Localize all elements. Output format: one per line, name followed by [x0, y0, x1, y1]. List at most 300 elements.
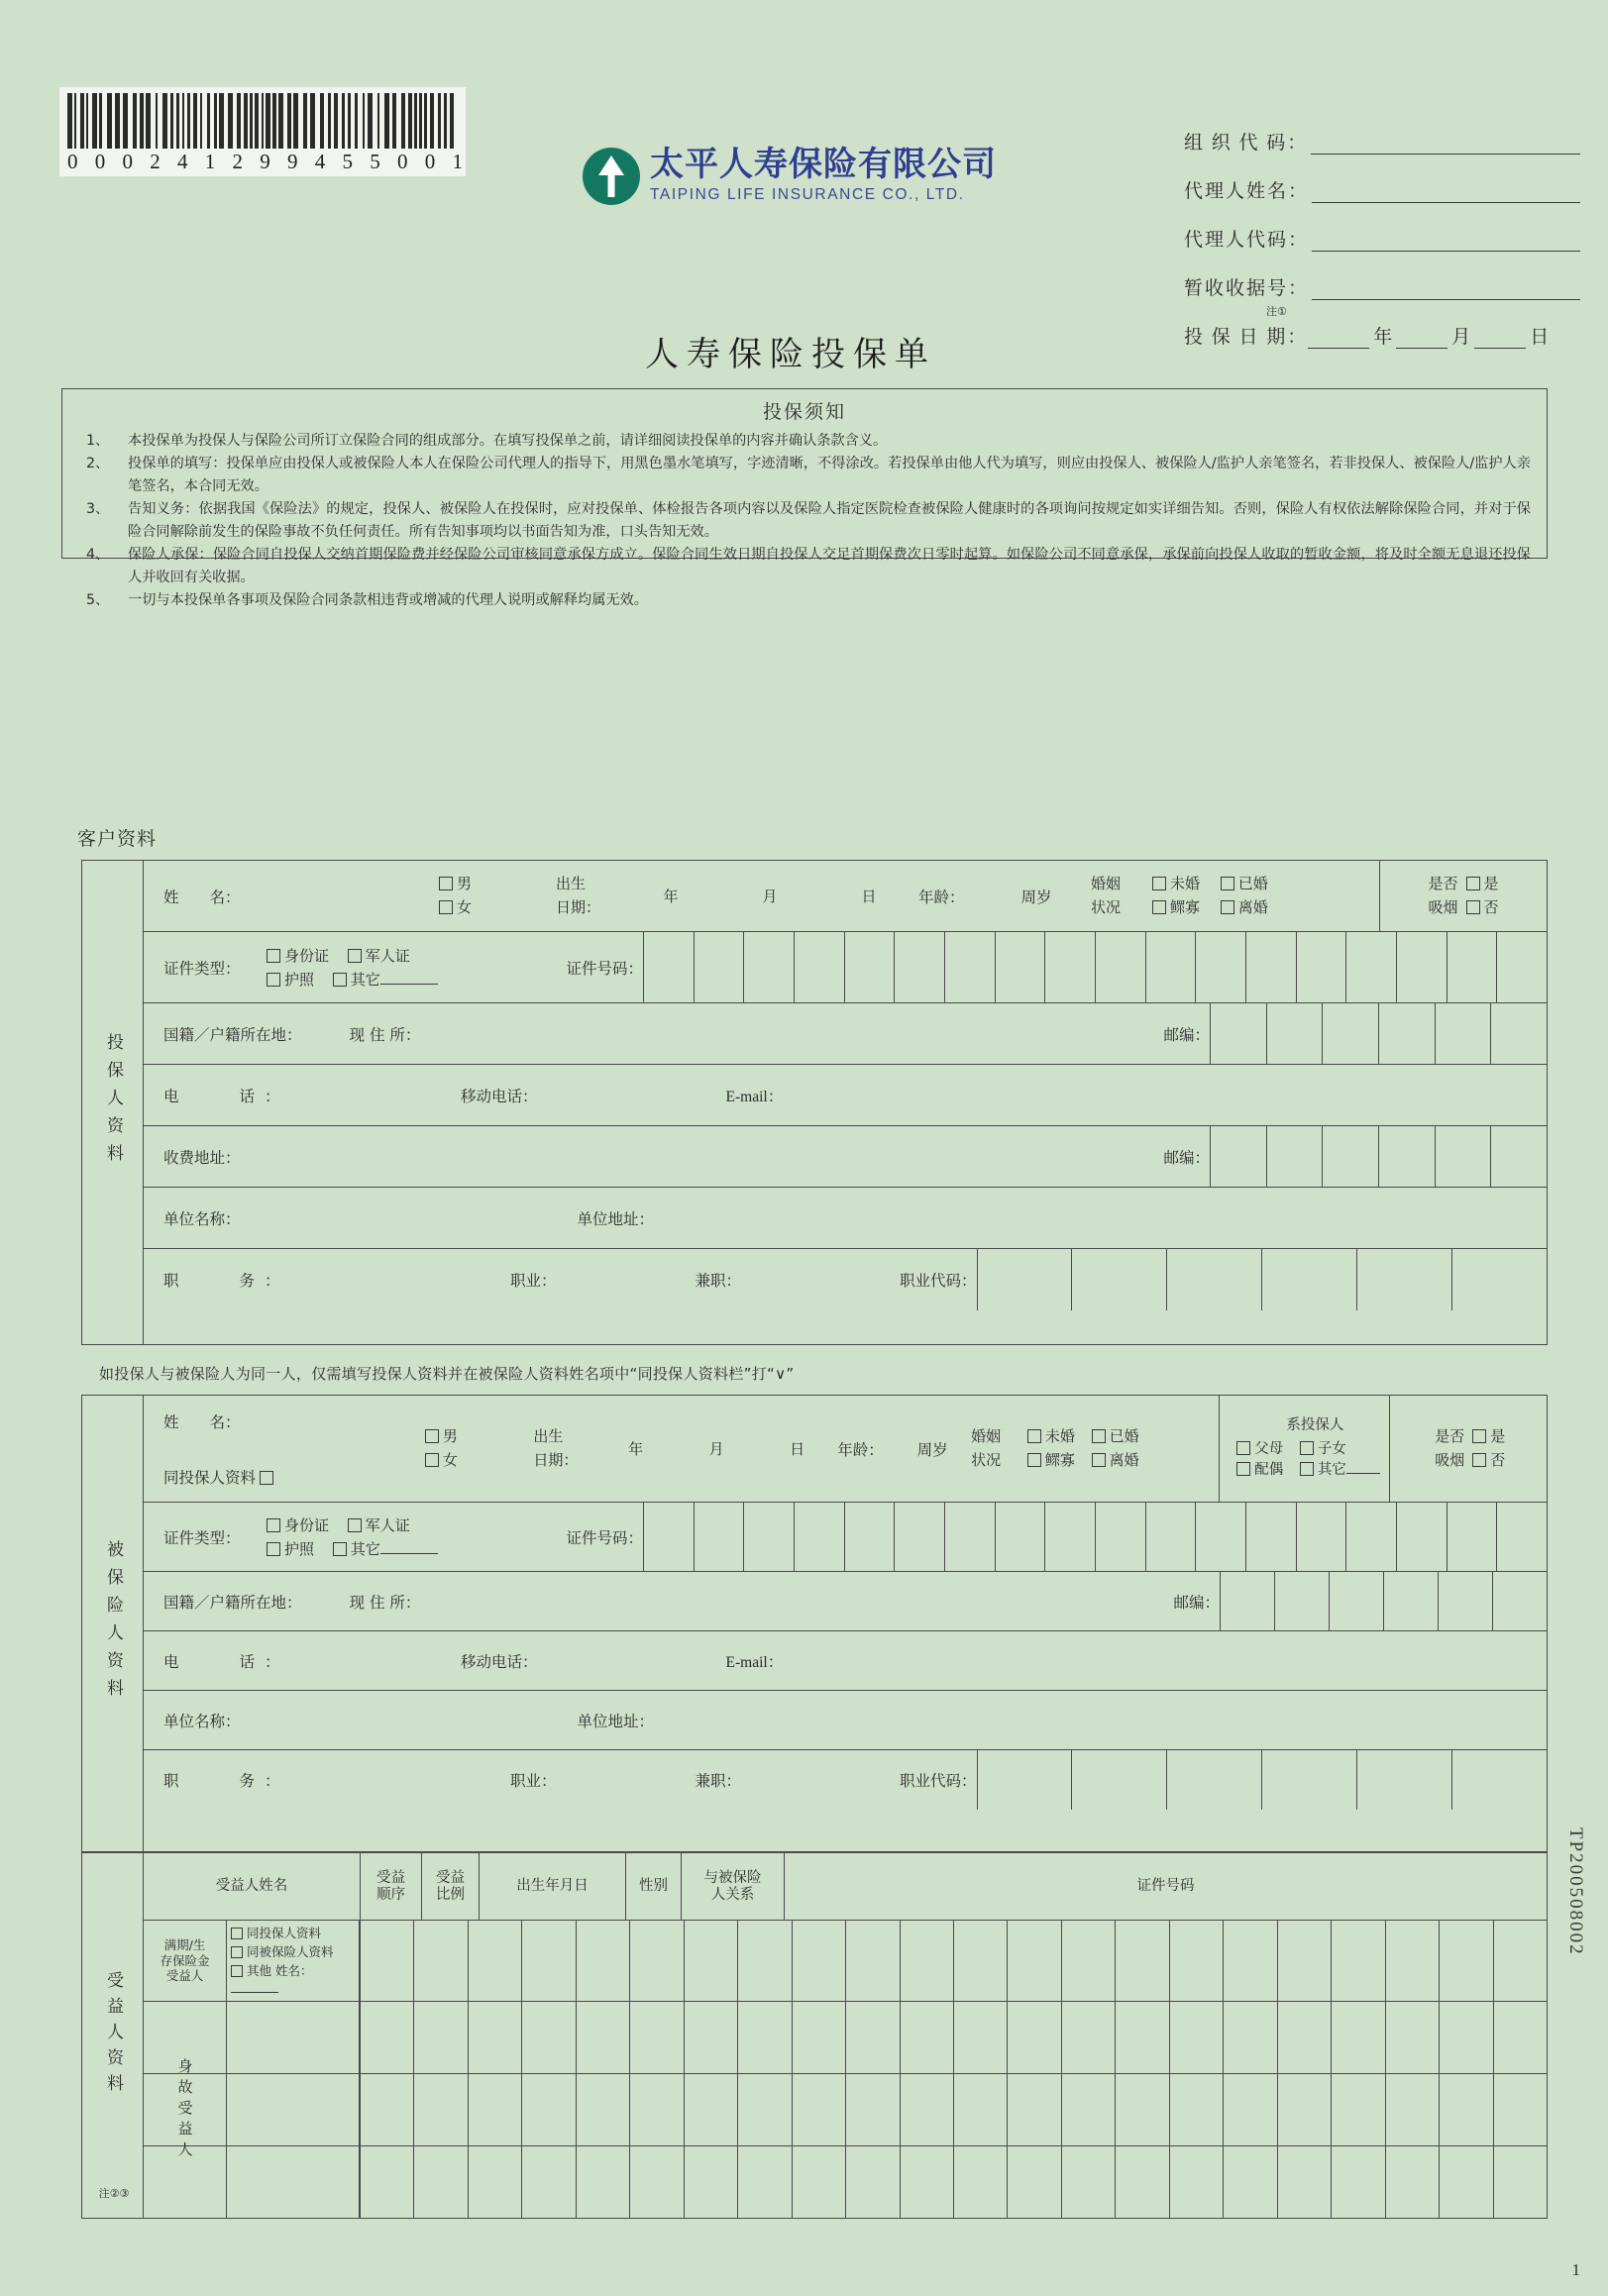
input-cell[interactable]	[1071, 1750, 1166, 1810]
field-label: 代理人姓名：	[1184, 181, 1310, 202]
checkbox-smoke-yes[interactable]	[1472, 1429, 1486, 1443]
field-input-line[interactable]	[1312, 183, 1580, 203]
field-input-line[interactable]	[1312, 232, 1580, 252]
input-cell[interactable]	[1044, 1503, 1095, 1571]
applicant-row-id	[144, 932, 1547, 1003]
checkbox-married[interactable]	[1092, 1429, 1106, 1443]
insured-marital-label: 婚姻 状况	[971, 1427, 1002, 1469]
input-cell[interactable]	[576, 2002, 629, 2073]
beneficiary-death-row-3	[144, 2146, 1547, 2219]
checkbox-military-id[interactable]	[348, 1518, 362, 1532]
insured-smoking-group[interactable]: 是否 吸烟 是 否	[1435, 1427, 1506, 1469]
input-cell[interactable]	[794, 1503, 844, 1571]
applicant-age-unit: 周岁	[1020, 887, 1052, 906]
applicant-id-number-boxes[interactable]	[643, 932, 1547, 1002]
input-cell[interactable]	[1115, 2146, 1168, 2219]
checkbox-male[interactable]	[439, 877, 453, 890]
input-cell[interactable]	[977, 1750, 1072, 1810]
applicant-occupation-label: 职业：	[510, 1272, 557, 1290]
field-label: 暂收收据号：	[1184, 278, 1310, 299]
applicant-position-label: 职 务：	[163, 1272, 290, 1290]
input-cell[interactable]	[1210, 1126, 1266, 1187]
input-cell[interactable]	[1496, 1503, 1547, 1571]
input-cell[interactable]	[521, 2074, 575, 2145]
input-cell[interactable]	[1378, 1126, 1435, 1187]
applicant-billing-postcode-boxes[interactable]	[1210, 1126, 1547, 1187]
input-cell[interactable]	[576, 1921, 629, 2001]
input-cell[interactable]	[1451, 1249, 1547, 1310]
input-cell[interactable]	[1396, 1503, 1447, 1571]
birth-day-unit: 日	[861, 887, 877, 905]
input-cell[interactable]	[1345, 932, 1396, 1002]
applicant-email-label: E-mail：	[725, 1088, 784, 1105]
applicant-company-address-label: 单位地址：	[577, 1209, 655, 1228]
input-cell[interactable]	[1145, 932, 1196, 1002]
input-cell[interactable]	[1195, 932, 1245, 1002]
input-cell[interactable]	[694, 1503, 744, 1571]
insured-row-contact	[144, 1631, 1547, 1691]
input-cell[interactable]	[1296, 1503, 1346, 1571]
input-cell[interactable]	[1145, 1503, 1196, 1571]
field-input-line[interactable]	[1311, 135, 1580, 155]
input-cell[interactable]	[1322, 1003, 1378, 1064]
input-cell[interactable]	[1490, 1003, 1547, 1064]
company-logo	[583, 139, 1058, 213]
input-cell[interactable]	[1385, 2146, 1439, 2219]
input-cell[interactable]	[944, 932, 995, 1002]
input-cell[interactable]	[1439, 1921, 1492, 2001]
input-cell[interactable]	[576, 2146, 629, 2219]
input-cell[interactable]	[629, 2146, 683, 2219]
insured-address-label: 现 住 所：	[349, 1593, 421, 1612]
insured-occupation-code-boxes[interactable]	[977, 1750, 1547, 1810]
input-cell[interactable]	[1007, 2002, 1060, 2073]
date-year-unit: 年	[1373, 327, 1393, 348]
input-cell[interactable]	[1061, 2146, 1115, 2219]
input-cell[interactable]	[468, 2146, 521, 2219]
input-cell[interactable]	[953, 2002, 1007, 2073]
insured-row-occupation	[144, 1750, 1547, 1810]
header-fields	[1184, 129, 1580, 349]
input-cell[interactable]	[1356, 1750, 1451, 1810]
input-cell[interactable]	[1277, 2002, 1331, 2073]
input-cell[interactable]	[1277, 1921, 1331, 2001]
checkbox-id-card[interactable]	[267, 949, 280, 963]
input-cell[interactable]	[413, 2074, 467, 2145]
applicant-billing-postcode-label: 邮编：	[1163, 1148, 1210, 1167]
input-cell[interactable]	[360, 2074, 413, 2145]
input-cell[interactable]	[794, 932, 844, 1002]
barcode-bars	[67, 93, 458, 149]
applicant-parttime-label: 兼职：	[695, 1272, 742, 1290]
col-birthdate: 出生年月日	[479, 1853, 625, 1920]
input-cell[interactable]	[900, 2002, 953, 2073]
input-cell[interactable]	[845, 2002, 899, 2073]
field-input-line[interactable]	[1312, 280, 1580, 300]
insured-row-company	[144, 1691, 1547, 1750]
applicant-row-name	[144, 861, 1547, 932]
input-cell[interactable]	[468, 2074, 521, 2145]
input-cell[interactable]	[1435, 1003, 1491, 1064]
input-cell[interactable]	[995, 932, 1045, 1002]
input-cell[interactable]	[468, 1921, 521, 2001]
input-cell[interactable]	[743, 1503, 794, 1571]
input-cell[interactable]	[413, 2146, 467, 2219]
birth-year-unit: 年	[663, 887, 679, 905]
input-cell[interactable]	[737, 1921, 791, 2001]
input-cell[interactable]	[1345, 1503, 1396, 1571]
input-cell[interactable]	[413, 1921, 467, 2001]
notice-item: 1、 本投保单为投保人与保险公司所订立保险合同的组成部分。在填写投保单之前，请详细阅读投保单的内容并确认条款含义。	[86, 433, 888, 449]
section-caption-customer: 客户资料	[77, 828, 158, 850]
input-cell[interactable]	[737, 2074, 791, 2145]
input-cell[interactable]	[1223, 1921, 1276, 2001]
beneficiary-death-cells-2[interactable]	[360, 2074, 1547, 2145]
input-cell[interactable]	[629, 2002, 683, 2073]
beneficiary-death-row-1	[144, 2002, 1547, 2074]
input-cell[interactable]	[629, 2074, 683, 2145]
input-cell[interactable]	[1396, 932, 1447, 1002]
field-agent-name[interactable]	[1184, 177, 1580, 203]
checkbox-relation-spouse[interactable]	[1236, 1462, 1250, 1476]
input-cell[interactable]	[1447, 1503, 1497, 1571]
date-month-input[interactable]	[1396, 329, 1447, 349]
date-year-input[interactable]	[1308, 329, 1369, 349]
insured-id-number-label: 证件号码：	[566, 1528, 643, 1547]
insured-birthdate-inputs[interactable]: 年 月 日	[628, 1440, 805, 1458]
input-cell[interactable]	[521, 2002, 575, 2073]
applicant-address-label: 现 住 所：	[349, 1025, 421, 1044]
input-cell[interactable]	[1061, 1921, 1115, 2001]
input-cell[interactable]	[900, 2074, 953, 2145]
input-cell[interactable]	[743, 932, 794, 1002]
checkbox-female[interactable]	[425, 1453, 439, 1467]
input-cell[interactable]	[1331, 2146, 1384, 2219]
input-cell[interactable]	[468, 2002, 521, 2073]
input-cell[interactable]	[1061, 2074, 1115, 2145]
input-cell[interactable]	[1274, 1572, 1329, 1630]
input-cell[interactable]	[1385, 2074, 1439, 2145]
gender-male-label: 男	[457, 875, 473, 893]
checkbox-female[interactable]	[439, 900, 453, 914]
input-cell[interactable]	[1169, 2074, 1223, 2145]
input-cell[interactable]	[1195, 1503, 1245, 1571]
insured-position-label: 职 务：	[163, 1772, 290, 1790]
applicant-id-number-label: 证件号码：	[566, 959, 643, 978]
same-person-note: 如投保人与被保险人为同一人，仅需填写投保人资料并在被保险人资料姓名项中“同投保人资料栏”打“∨”	[99, 1365, 795, 1383]
notice-item: 5、 一切与本投保单各事项及保险合同条款相违背或增减的代理人说明或解释均属无效。	[86, 592, 648, 608]
checkbox-same-insured-data[interactable]	[231, 1946, 243, 1958]
input-cell[interactable]	[1245, 932, 1296, 1002]
applicant-postcode-boxes[interactable]	[1210, 1003, 1547, 1064]
checkbox-divorced[interactable]	[1221, 900, 1234, 914]
input-cell[interactable]	[1169, 1921, 1223, 2001]
input-cell[interactable]	[684, 2074, 737, 2145]
input-cell[interactable]	[792, 2146, 845, 2219]
input-cell[interactable]	[844, 1503, 895, 1571]
input-cell[interactable]	[521, 2146, 575, 2219]
insured-same-as-applicant[interactable]: 同投保人资料	[163, 1466, 425, 1488]
insured-relation-title: 系投保人	[1286, 1416, 1344, 1433]
applicant-vertical-label: 投保人资料	[82, 861, 144, 1344]
applicant-nationality-label: 国籍／户籍所在地：	[163, 1025, 302, 1044]
input-cell[interactable]	[1169, 2146, 1223, 2219]
beneficiary-maturity-options[interactable]: 同投保人资料 同被保险人资料 其他 姓名：	[227, 1921, 360, 2001]
document-code: TP200508002	[1565, 1827, 1586, 1956]
input-cell[interactable]	[1331, 1921, 1384, 2001]
input-cell[interactable]	[1169, 2002, 1223, 2073]
input-cell[interactable]	[953, 1921, 1007, 2001]
insured-relation-group[interactable]: 系投保人 父母 子女 配偶 其它	[1227, 1415, 1393, 1482]
applicant-occupation-code-label: 职业代码：	[900, 1272, 977, 1290]
notice-item: 2、 投保单的填写：投保单应由投保人或被保险人本人在保险公司代理人的指导下，用黑色墨水笔填写，字迹清晰，不得涂改。若投保单由他人代为填写，则应由投保人、被保险人/监护人亲笔签名，若非投保人、被保险人/监护人亲笔签名，本合同无效。	[86, 456, 1531, 494]
applicant-postcode-label: 邮编：	[1163, 1025, 1210, 1044]
receipt-note-mark: 注①	[1266, 305, 1287, 318]
input-cell[interactable]	[413, 2002, 467, 2073]
insured-postcode-boxes[interactable]	[1220, 1572, 1547, 1630]
input-cell[interactable]	[1277, 2074, 1331, 2145]
col-beneficiary-order: 受益 顺序	[360, 1853, 421, 1920]
input-cell[interactable]	[1115, 1921, 1168, 2001]
applicant-company-label: 单位名称：	[163, 1209, 241, 1228]
beneficiary-death-name-cell3[interactable]	[227, 2146, 360, 2219]
field-receipt-number[interactable]	[1184, 274, 1580, 300]
input-cell[interactable]	[1245, 1503, 1296, 1571]
input-cell[interactable]	[360, 2002, 413, 2073]
beneficiary-death-name-cell2[interactable]	[227, 2074, 360, 2145]
input-cell[interactable]	[1007, 2146, 1060, 2219]
input-cell[interactable]	[1296, 932, 1346, 1002]
field-agent-code[interactable]	[1184, 226, 1580, 252]
notice-item: 4、 保险人承保：保险合同自投保人交纳首期保险费并经保险公司审核同意承保方成立。保险合同生效日期自投保人交足首期保费次日零时起算。如保险公司不同意承保，承保前向投保人收取的暂收金额，将及时全额无息退还投保人并收回有关收据。	[86, 547, 1531, 585]
beneficiary-death-cells-3[interactable]	[360, 2146, 1547, 2219]
input-cell[interactable]	[1007, 2074, 1060, 2145]
field-application-date[interactable]	[1184, 323, 1580, 349]
checkbox-smoke-no[interactable]	[1472, 1453, 1486, 1467]
field-label: 组 织 代 码：	[1184, 133, 1309, 154]
input-cell[interactable]	[643, 932, 694, 1002]
input-cell[interactable]	[1115, 2074, 1168, 2145]
input-cell[interactable]	[1261, 1750, 1356, 1810]
input-cell[interactable]	[1493, 2146, 1547, 2219]
input-cell[interactable]	[1385, 2002, 1439, 2073]
applicant-id-type-label: 证件类型：	[163, 959, 241, 978]
checkbox-relation-other[interactable]	[1300, 1462, 1314, 1476]
input-cell[interactable]	[1331, 2074, 1384, 2145]
checkbox-id-other[interactable]	[333, 1542, 347, 1556]
insured-marital-group[interactable]: 未婚 已婚 鳏寡 离婚	[1027, 1425, 1227, 1472]
applicant-marital-group[interactable]: 未婚 已婚 鳏寡 离婚	[1152, 873, 1380, 919]
input-cell[interactable]	[845, 1921, 899, 2001]
input-cell[interactable]	[1220, 1572, 1274, 1630]
insured-gender-group[interactable]: 男 女	[425, 1425, 533, 1472]
input-cell[interactable]	[1439, 2146, 1492, 2219]
company-name-en: TAIPING LIFE INSURANCE CO., LTD.	[650, 185, 965, 203]
input-cell[interactable]	[900, 1921, 953, 2001]
checkbox-married[interactable]	[1221, 877, 1234, 890]
beneficiary-maturity-label: 满期/生 存保险金 受益人	[144, 1921, 227, 2001]
input-cell[interactable]	[1356, 1249, 1451, 1310]
input-cell[interactable]	[1266, 1003, 1323, 1064]
applicant-birthdate-inputs[interactable]	[621, 886, 918, 906]
input-cell[interactable]	[694, 932, 744, 1002]
insured-id-number-boxes[interactable]	[643, 1503, 1547, 1571]
input-cell[interactable]	[684, 2002, 737, 2073]
input-cell[interactable]	[1492, 1572, 1547, 1630]
input-cell[interactable]	[1322, 1126, 1378, 1187]
input-cell[interactable]	[792, 2002, 845, 2073]
insured-company-label: 单位名称：	[163, 1712, 241, 1730]
notice-item: 3、 告知义务：依据我国《保险法》的规定，投保人、被保险人在投保时，应对投保单、体检报告各项内容以及保险人指定医院检查被保险人健康时的各项询问按规定如实详细告知。否则，保险人有权依法解除保险合同，并对于保险合同解除前发生的保险事故不负任何责任。所有告知事项均以书面告知为准，口头告知无效。	[86, 501, 1531, 540]
input-cell[interactable]	[1223, 2002, 1276, 2073]
input-cell[interactable]	[1435, 1126, 1491, 1187]
checkbox-relation-parent[interactable]	[1236, 1441, 1250, 1455]
input-cell[interactable]	[845, 2146, 899, 2219]
insured-age-label: 年龄：	[837, 1440, 884, 1459]
input-cell[interactable]	[845, 2074, 899, 2145]
input-cell[interactable]	[1329, 1572, 1383, 1630]
checkbox-smoke-yes[interactable]	[1466, 877, 1480, 890]
input-cell[interactable]	[1383, 1572, 1438, 1630]
input-cell[interactable]	[792, 2074, 845, 2145]
input-cell[interactable]	[1044, 932, 1095, 1002]
input-cell[interactable]	[684, 2146, 737, 2219]
applicant-smoking-group[interactable]: 是否 吸烟 是 否	[1428, 875, 1499, 916]
input-cell[interactable]	[1438, 1572, 1492, 1630]
checkbox-id-card[interactable]	[267, 1518, 280, 1532]
insured-id-type-group[interactable]: 身份证 军人证 护照 其它	[267, 1513, 494, 1561]
applicant-id-type-group[interactable]: 身份证 军人证 护照 其它	[267, 944, 494, 991]
col-id-number: 证件号码	[784, 1853, 1547, 1920]
barcode-digits: 0 0 0 2 4 1 2 9 9 4 5 5 0 0 1	[67, 150, 469, 173]
input-cell[interactable]	[1493, 1921, 1547, 2001]
checkbox-widowed[interactable]	[1027, 1453, 1041, 1467]
input-cell[interactable]	[953, 2074, 1007, 2145]
applicant-billing-label: 收费地址：	[163, 1148, 241, 1167]
input-cell[interactable]	[643, 1503, 694, 1571]
gender-female-label: 女	[457, 897, 473, 916]
notice-list	[62, 430, 1547, 612]
input-cell[interactable]	[684, 1921, 737, 2001]
date-day-input[interactable]	[1474, 329, 1526, 349]
input-cell[interactable]	[1166, 1750, 1261, 1810]
input-cell[interactable]	[360, 1921, 413, 2001]
insured-row-nationality	[144, 1572, 1547, 1631]
insured-occupation-code-label: 职业代码：	[900, 1772, 977, 1790]
date-month-unit: 月	[1451, 327, 1471, 348]
input-cell[interactable]	[953, 2146, 1007, 2219]
input-cell[interactable]	[1451, 1750, 1547, 1810]
input-cell[interactable]	[1095, 1503, 1145, 1571]
col-gender: 性别	[625, 1853, 681, 1920]
checkbox-passport[interactable]	[267, 1542, 280, 1556]
checkbox-unmarried[interactable]	[1027, 1429, 1041, 1443]
input-cell[interactable]	[1378, 1003, 1435, 1064]
checkbox-unmarried[interactable]	[1152, 877, 1166, 890]
checkbox-smoke-no[interactable]	[1466, 900, 1480, 914]
input-cell[interactable]	[1266, 1126, 1323, 1187]
insured-occupation-label: 职业：	[510, 1772, 557, 1790]
checkbox-divorced[interactable]	[1092, 1453, 1106, 1467]
date-day-unit: 日	[1530, 327, 1550, 348]
input-cell[interactable]	[1439, 2002, 1492, 2073]
input-cell[interactable]	[1385, 1921, 1439, 2001]
input-cell[interactable]	[1223, 2074, 1276, 2145]
insured-vertical-label: 被保险人资料	[82, 1396, 144, 1851]
input-cell[interactable]	[894, 1503, 944, 1571]
input-cell[interactable]	[1061, 2002, 1115, 2073]
input-cell[interactable]	[1439, 2074, 1492, 2145]
beneficiary-maturity-cells[interactable]	[360, 1921, 1547, 2001]
checkbox-same-applicant-data[interactable]	[231, 1928, 243, 1939]
col-beneficiary-ratio: 受益 比例	[421, 1853, 479, 1920]
checkbox-passport[interactable]	[267, 973, 280, 987]
input-cell[interactable]	[792, 1921, 845, 2001]
input-cell[interactable]	[1490, 1126, 1547, 1187]
checkbox-male[interactable]	[425, 1429, 439, 1443]
insured-postcode-label: 邮编：	[1173, 1593, 1220, 1612]
input-cell[interactable]	[1493, 2002, 1547, 2073]
notice-box	[61, 388, 1548, 608]
checkbox-relation-child[interactable]	[1300, 1441, 1314, 1455]
input-cell[interactable]	[1223, 2146, 1276, 2219]
input-cell[interactable]	[1496, 932, 1547, 1002]
checkbox-military-id[interactable]	[348, 949, 362, 963]
insured-company-address-label: 单位地址：	[577, 1712, 655, 1730]
input-cell[interactable]	[521, 1921, 575, 2001]
input-cell[interactable]	[1115, 2002, 1168, 2073]
input-cell[interactable]	[1447, 932, 1497, 1002]
checkbox-id-other[interactable]	[333, 973, 347, 987]
applicant-mobile-label: 移动电话：	[461, 1087, 538, 1105]
input-cell[interactable]	[844, 932, 895, 1002]
beneficiary-note-mark: 注②③	[98, 2186, 130, 2200]
checkbox-same-as-applicant[interactable]	[260, 1471, 273, 1485]
input-cell[interactable]	[737, 2002, 791, 2073]
checkbox-widowed[interactable]	[1152, 900, 1166, 914]
input-cell[interactable]	[1493, 2074, 1547, 2145]
input-cell[interactable]	[1007, 1921, 1060, 2001]
beneficiary-death-name-cell[interactable]	[227, 2002, 360, 2073]
field-org-code[interactable]	[1184, 129, 1580, 155]
input-cell[interactable]	[977, 1249, 1072, 1310]
page-title: 人寿保险投保单	[645, 337, 936, 373]
input-cell[interactable]	[894, 932, 944, 1002]
beneficiary-death-cells-1[interactable]	[360, 2002, 1547, 2073]
input-cell[interactable]	[1095, 932, 1145, 1002]
input-cell[interactable]	[1261, 1249, 1356, 1310]
input-cell[interactable]	[1331, 2002, 1384, 2073]
applicant-gender-group[interactable]	[439, 873, 556, 919]
input-cell[interactable]	[995, 1503, 1045, 1571]
applicant-occupation-code-boxes[interactable]	[977, 1249, 1547, 1310]
insured-row-name	[144, 1396, 1547, 1503]
input-cell[interactable]	[576, 2074, 629, 2145]
input-cell[interactable]	[944, 1503, 995, 1571]
input-cell[interactable]	[1071, 1249, 1166, 1310]
applicant-row-occupation	[144, 1249, 1547, 1310]
input-cell[interactable]	[629, 1921, 683, 2001]
beneficiary-vertical-label: 受益人资料	[82, 1853, 144, 2218]
input-cell[interactable]	[360, 2146, 413, 2219]
input-cell[interactable]	[737, 2146, 791, 2219]
applicant-row-billing	[144, 1126, 1547, 1188]
checkbox-other-name[interactable]	[231, 1965, 243, 1977]
input-cell[interactable]	[1166, 1249, 1261, 1310]
input-cell[interactable]	[1277, 2146, 1331, 2219]
input-cell[interactable]	[1210, 1003, 1266, 1064]
input-cell[interactable]	[900, 2146, 953, 2219]
